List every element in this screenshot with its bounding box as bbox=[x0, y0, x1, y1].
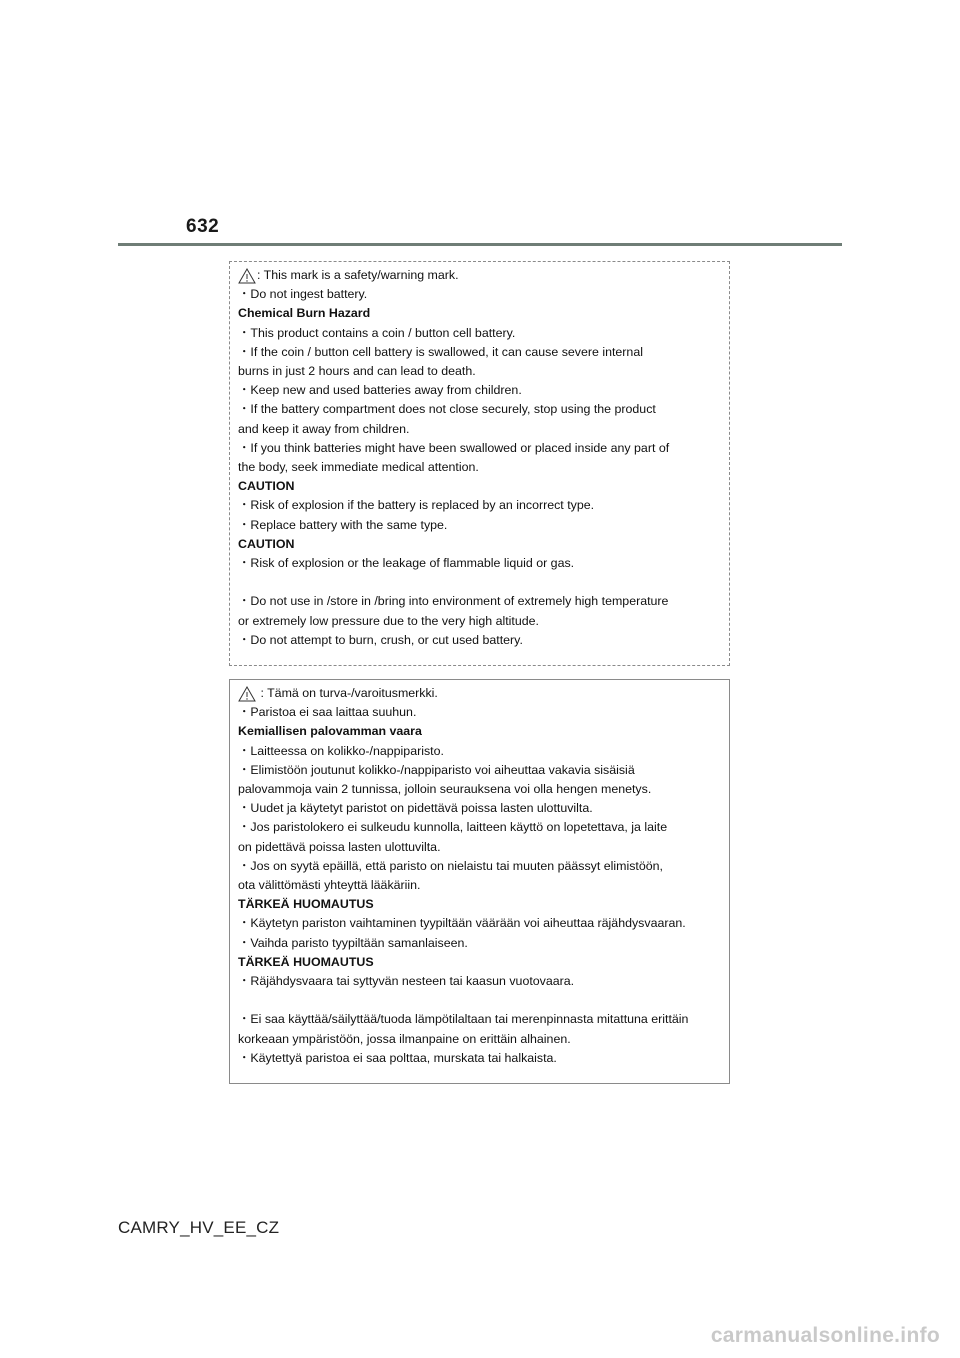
text-line: ・If the battery compartment does not close securely, stop using the product bbox=[238, 402, 656, 417]
text-line: ・Do not ingest battery. bbox=[238, 287, 368, 302]
text-line: ・Ei saa käyttää/säilyttää/tuoda lämpötilaltaan tai merenpinnasta mitattuna erittäin bbox=[238, 1012, 689, 1027]
text-line: burns in just 2 hours and can lead to death. bbox=[238, 364, 476, 379]
blank-line bbox=[238, 573, 721, 592]
section-heading: CAUTION bbox=[238, 536, 295, 551]
text-line: ・Laitteessa on kolikko-/nappiparisto. bbox=[238, 743, 444, 758]
warning-triangle-icon bbox=[238, 686, 256, 702]
text-line: ・Elimistöön joutunut kolikko-/nappiparisto voi aiheuttaa vakavia sisäisiä bbox=[238, 762, 635, 777]
text-line: ・Replace battery with the same type. bbox=[238, 517, 448, 532]
text-line: ・Keep new and used batteries away from children. bbox=[238, 383, 522, 398]
text-line: korkeaan ympäristöön, jossa ilmanpaine on erittäin alhainen. bbox=[238, 1031, 571, 1046]
text-line: or extremely low pressure due to the very high altitude. bbox=[238, 613, 539, 628]
text-line: ・Vaihda paristo tyypiltään samanlaiseen. bbox=[238, 935, 468, 950]
warning-mark-text: : This mark is a safety/warning mark. bbox=[257, 268, 459, 282]
section-heading: CAUTION bbox=[238, 479, 295, 494]
warning-triangle-icon bbox=[238, 268, 256, 284]
warning-mark-text: : Tämä on turva-/varoitusmerkki. bbox=[257, 686, 438, 700]
blank-line bbox=[238, 991, 721, 1010]
text-line: ・Risk of explosion or the leakage of flammable liquid or gas. bbox=[238, 556, 575, 571]
text-line: ・Do not attempt to burn, crush, or cut used battery. bbox=[238, 632, 523, 647]
warning-mark-line bbox=[238, 684, 721, 703]
text-line: ・This product contains a coin / button cell battery. bbox=[238, 325, 516, 340]
section-heading: Chemical Burn Hazard bbox=[238, 306, 371, 321]
header-rule bbox=[118, 243, 842, 246]
warning-mark-line bbox=[238, 266, 721, 285]
english-warning-box bbox=[229, 261, 730, 666]
text-line: ・Jos paristolokero ei sulkeudu kunnolla, laitteen käyttö on lopetettava, ja laite bbox=[238, 820, 668, 835]
text-line: ・Jos on syytä epäillä, että paristo on nielaistu tai muuten päässyt elimistöön, bbox=[238, 858, 663, 873]
page-number: 632 bbox=[186, 216, 220, 237]
text-line: ・Käytetyn pariston vaihtaminen tyypiltään väärään voi aiheuttaa räjähdysvaaran. bbox=[238, 916, 686, 931]
text-line: ota välittömästi yhteyttä lääkäriin. bbox=[238, 878, 421, 893]
text-line: ・Paristoa ei saa laittaa suuhun. bbox=[238, 705, 417, 720]
text-line: ・Do not use in /store in /bring into environment of extremely high temperature bbox=[238, 594, 669, 609]
footer-model-code: CAMRY_HV_EE_CZ bbox=[118, 1218, 280, 1237]
text-line: the body, seek immediate medical attention. bbox=[238, 460, 479, 475]
text-line: ・Uudet ja käytetyt paristot on pidettävä poissa lasten ulottuvilta. bbox=[238, 801, 593, 816]
text-line: palovammoja vain 2 tunnissa, jolloin seurauksena voi olla hengen menetys. bbox=[238, 782, 652, 797]
text-line: ・Räjähdysvaara tai syttyvän nesteen tai kaasun vuotovaara. bbox=[238, 974, 575, 989]
text-line: ・Käytettyä paristoa ei saa polttaa, murskata tai halkaista. bbox=[238, 1050, 557, 1065]
section-heading: Kemiallisen palovamman vaara bbox=[238, 724, 422, 739]
text-line: on pidettävä poissa lasten ulottuvilta. bbox=[238, 839, 441, 854]
finnish-warning-box bbox=[229, 679, 730, 1084]
section-heading: TÄRKEÄ HUOMAUTUS bbox=[238, 954, 374, 969]
section-heading: TÄRKEÄ HUOMAUTUS bbox=[238, 897, 374, 912]
text-line: and keep it away from children. bbox=[238, 421, 410, 436]
text-line: ・If the coin / button cell battery is swallowed, it can cause severe internal bbox=[238, 344, 643, 359]
text-line: ・Risk of explosion if the battery is replaced by an incorrect type. bbox=[238, 498, 595, 513]
watermark: carmanualsonline.info bbox=[710, 1324, 940, 1347]
text-line: ・If you think batteries might have been swallowed or placed inside any part of bbox=[238, 440, 670, 455]
